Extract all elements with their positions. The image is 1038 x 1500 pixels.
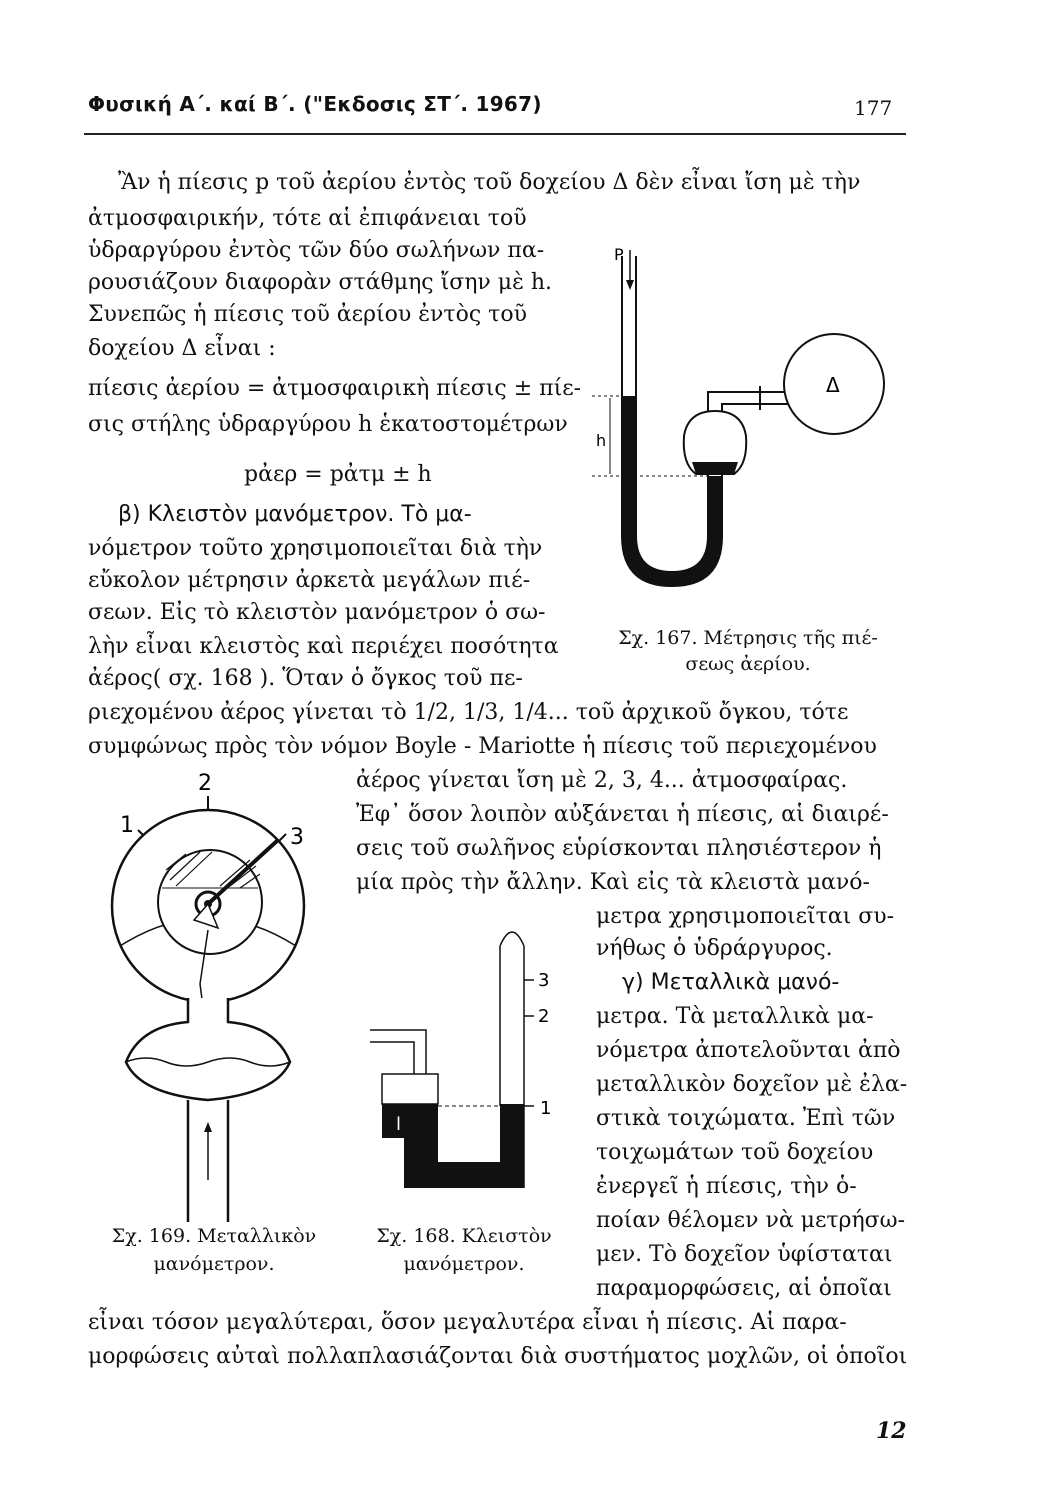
- closed-tube-top: [500, 932, 524, 946]
- text-line: ἀέρος γίνεται ἴση μὲ 2, 3, 4... ἀτμοσφαίρας.: [356, 768, 848, 793]
- text-line: σεις τοῦ σωλῆνος εὑρίσκονται πλησιέστερον ἡ: [356, 836, 882, 861]
- text-line: συμφώνως πρὸς τὸν νόμον Boyle - Mariotte ἡ πίεσις τοῦ περιεχομένου: [88, 734, 877, 759]
- text-line: ἀτμοσφαιρικήν, τότε αἱ ἐπιφάνειαι τοῦ: [88, 206, 527, 231]
- text-line: Ἐφ᾽ ὅσον λοιπὸν αὐξάνεται ἡ πίεσις, αἱ διαιρέ-: [356, 802, 889, 827]
- text-line: παραμορφώσεις, αἱ ὁποῖαι: [596, 1276, 892, 1301]
- section-heading-closed: β) Κλειστὸν μανόμετρον. Τὸ μα-: [118, 502, 472, 527]
- caption-fig167-line2: σεως ἀερίου.: [685, 653, 811, 675]
- text-line: μετρα χρησιμοποιεῖται συ-: [596, 904, 895, 929]
- text-line: εἶναι τόσον μεγαλύτεραι, ὅσον μεγαλυτέρα εἶναι ἡ πίεσις. Αἱ παρα-: [88, 1310, 847, 1335]
- label-p: P: [614, 245, 624, 264]
- text-line: μία πρὸς τὴν ἄλλην. Καὶ εἰς τὰ κλειστὰ μανό-: [356, 870, 870, 895]
- text-line: ἐνεργεῖ ἡ πίεσις, τὴν ὁ-: [596, 1174, 857, 1199]
- text-line: ἀέρος( σχ. 168 ). Ὅταν ὁ ὄγκος τοῦ πε-: [88, 666, 523, 691]
- mark-2: 2: [538, 1006, 550, 1027]
- text-line: μεν. Τὸ δοχεῖον ὑφίσταται: [596, 1242, 893, 1267]
- figure-168-closed-manometer: [360, 890, 560, 1220]
- text-line: εὔκολον μέτρησιν ἀρκετὰ μεγάλων πιέ-: [88, 568, 531, 593]
- dial-mark-3: 3: [290, 825, 304, 850]
- header-rule: [84, 133, 906, 135]
- label-h: h: [596, 431, 607, 450]
- text-line: πίεσις ἀερίου = ἀτμοσφαιρικὴ πίεσις ± πίε-: [88, 376, 582, 401]
- caption-fig168-line1: Σχ. 168. Κλειστὸν: [376, 1225, 552, 1247]
- text-line: νόμετρον τοῦτο χρησιμοποιεῖται διὰ τὴν: [88, 536, 543, 561]
- section-heading-metallic: γ) Μεταλλικὰ μανό-: [622, 970, 840, 995]
- text-line: Ἂν ἡ πίεσις p τοῦ ἀερίου ἐντὸς τοῦ δοχείου Δ δὲν εἶναι ἴση μὲ τὴν: [118, 170, 861, 195]
- text-line: νήθως ὁ ὑδράργυρος.: [596, 936, 833, 961]
- text-line: μεταλλικὸν δοχεῖον μὲ ἐλα-: [596, 1072, 908, 1097]
- dial-mark-2: 2: [198, 771, 212, 796]
- dial-mark-1: 1: [120, 813, 134, 838]
- caption-fig169-line2: μανόμετρον.: [153, 1253, 275, 1275]
- page-number: 177: [854, 96, 893, 120]
- connector-pipe: [708, 392, 788, 411]
- mark-1: 1: [540, 1098, 552, 1119]
- mark-3: 3: [538, 970, 550, 991]
- bulb-mercury: [692, 462, 738, 474]
- text-line: ὑδραργύρου ἐντὸς τῶν δύο σωλήνων πα-: [88, 238, 545, 263]
- text-line: σεων. Εἰς τὸ κλειστὸν μανόμετρον ὁ σω-: [88, 600, 546, 625]
- text-line: στικὰ τοιχώματα. Ἐπὶ τῶν: [596, 1106, 896, 1131]
- text-line: Συνεπῶς ἡ πίεσις τοῦ ἀερίου ἐντὸς τοῦ: [88, 302, 527, 327]
- text-line: νόμετρα ἀποτελοῦνται ἀπὸ: [596, 1038, 901, 1063]
- running-title: Φυσική Α΄. καί Β΄. ("Εκδοσις ΣΤ΄. 1967): [88, 92, 542, 116]
- figure-167-open-manometer: [588, 236, 904, 606]
- caption-fig169-line1: Σχ. 169. Μεταλλικὸν: [111, 1225, 317, 1247]
- label-delta: Δ: [826, 373, 840, 397]
- elastic-chamber: [126, 998, 290, 1100]
- caption-fig168-line2: μανόμετρον.: [403, 1253, 525, 1275]
- text-line: τοιχωμάτων τοῦ δοχείου: [596, 1140, 874, 1165]
- arrow-head-icon: [626, 280, 634, 290]
- formula: pἀερ = pἀτμ ± h: [244, 462, 432, 487]
- text-line: ριεχομένου ἀέρος γίνεται τὸ 1/2, 1/3, 1/4... τοῦ ἀρχικοῦ ὄγκου, τότε: [88, 700, 849, 725]
- text-line: μετρα. Τὰ μεταλλικὰ μα-: [596, 1004, 874, 1029]
- caption-fig167-line1: Σχ. 167. Μέτρησις τῆς πιέ-: [618, 627, 878, 649]
- open-inlet-pipe: [370, 1030, 426, 1074]
- signature-number: 12: [876, 1418, 907, 1444]
- text-line: δοχείου Δ εἶναι :: [88, 336, 276, 361]
- label-l: l: [396, 1114, 402, 1135]
- text-line: ποίαν θέλομεν νὰ μετρήσω-: [596, 1208, 906, 1233]
- reservoir-air: [382, 1074, 438, 1104]
- text-line: λὴν εἶναι κλειστὸς καὶ περιέχει ποσότητα: [88, 634, 559, 659]
- figure-169-metallic-manometer: [100, 770, 330, 1230]
- text-line: μορφώσεις αὐταὶ πολλαπλασιάζονται διὰ συστήματος μοχλῶν, οἱ ὁποῖοι: [88, 1344, 908, 1369]
- text-line: σις στήλης ὑδραργύρου h ἑκατοστομέτρων: [88, 412, 568, 437]
- mercury-fill: [382, 1104, 524, 1188]
- text-line: ρουσιάζουν διαφορὰν στάθμης ἴσην μὲ h.: [88, 270, 553, 295]
